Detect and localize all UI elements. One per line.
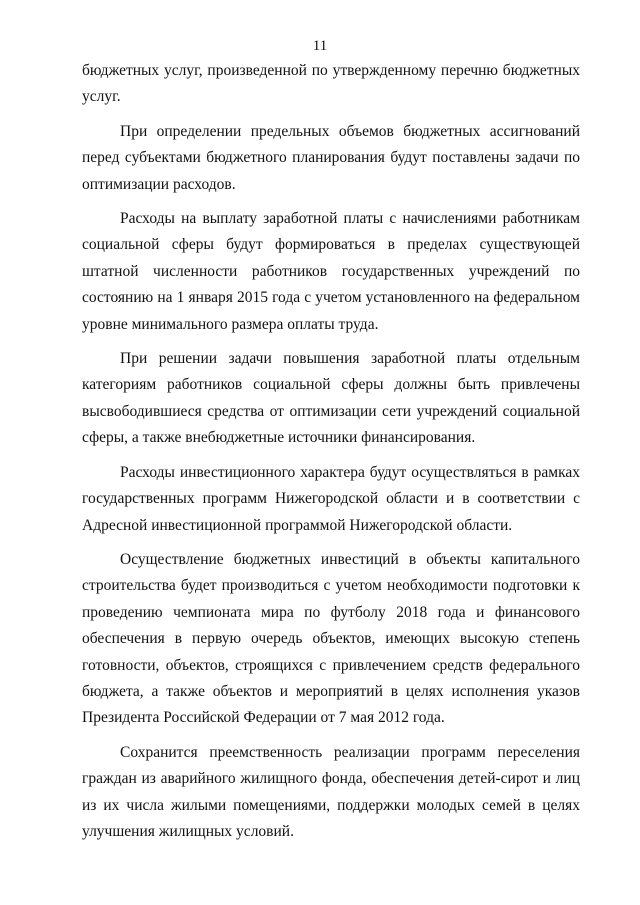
paragraph-5: Расходы инвестиционного характера будут осуществляться в рамках государственных программ Нижегородской области и в соответствии с Адресной инвестиционной программой Нижегородской области. (82, 463, 580, 534)
paragraph-7: Сохранится преемственность реализации программ переселения граждан из аварийного жилищного фонда, обеспечения детей-сирот и лиц из их числа жилыми помещениями, поддержки молодых семей в целях улучшения жилищных условий. (82, 743, 580, 840)
paragraph-3: Расходы на выплату заработной платы с начислениями работникам социальной сферы будут формироваться в пределах существующей штатной численности работников государственных учреждений по состоянию на 1 января 2015 года с учетом установленного на федеральном уровне минимального размера оплаты труда. (82, 210, 580, 333)
paragraph-1: бюджетных услуг, произведенной по утвержденному перечню бюджетных услуг. (82, 62, 580, 106)
document-body (82, 58, 580, 845)
paragraph-2: При определении предельных объемов бюджетных ассигнований перед субъектами бюджетного планирования будут поставлены задачи по оптимизации расходов. (82, 122, 580, 193)
paragraph-4: При решении задачи повышения заработной платы отдельным категориям работников социальной сферы должны быть привлечены высвободившиеся средства от оптимизации сети учреждений социальной сферы, а также внебюджетные источники финансирования. (82, 350, 580, 447)
paragraph-6: Осуществление бюджетных инвестиций в объекты капитального строительства будет производиться с учетом необходимости подготовки к проведению чемпионата мира по футболу 2018 года и финансового обеспечения в первую очередь объектов, имеющих высокую степень готовности, объектов, строящихся с привлечением средств федерального бюджета, а также объектов и мероприятий в целях исполнения указов Президента Российской Федерации от 7 мая 2012 года. (82, 550, 580, 727)
page-number: 11 (312, 38, 328, 54)
